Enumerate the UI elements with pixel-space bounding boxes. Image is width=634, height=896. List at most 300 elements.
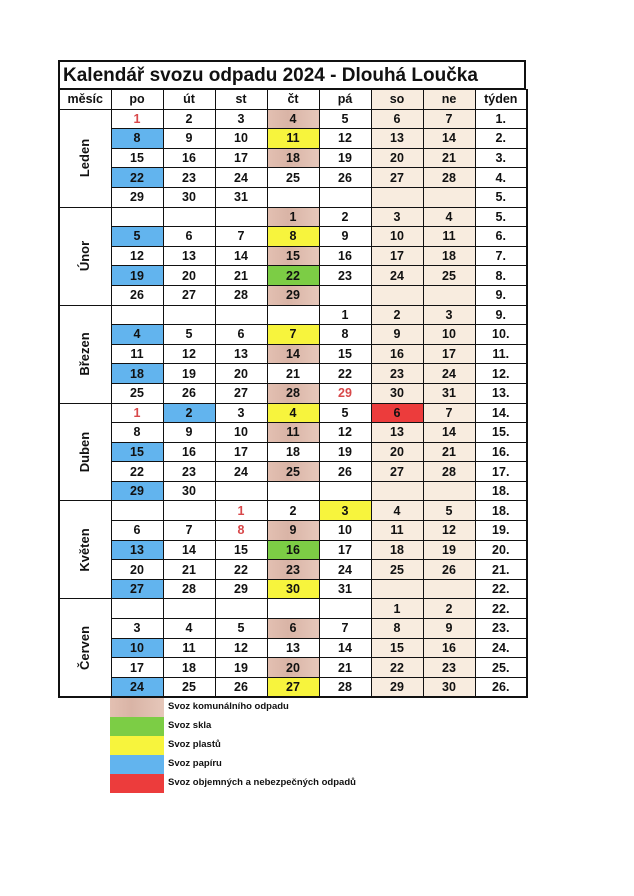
day-cell xyxy=(163,599,215,619)
day-cell: 19 xyxy=(319,148,371,168)
day-cell: 24 xyxy=(319,560,371,580)
day-cell xyxy=(215,207,267,227)
day-cell: 2 xyxy=(267,501,319,521)
day-cell: 1 xyxy=(215,501,267,521)
week-number: 10. xyxy=(475,325,527,345)
legend-label: Svoz komunálního odpadu xyxy=(168,701,289,712)
collection-calendar-table xyxy=(58,89,528,698)
day-cell xyxy=(267,305,319,325)
day-cell: 20 xyxy=(371,148,423,168)
day-cell: 15 xyxy=(267,246,319,266)
legend-swatch xyxy=(110,774,164,793)
day-cell xyxy=(371,285,423,305)
legend-swatch xyxy=(110,755,164,774)
day-cell: 22 xyxy=(371,658,423,678)
week-number: 6. xyxy=(475,227,527,247)
day-cell: 26 xyxy=(319,462,371,482)
table-row xyxy=(59,658,527,678)
week-number: 4. xyxy=(475,168,527,188)
header-day: so xyxy=(371,90,423,110)
header-day: ne xyxy=(423,90,475,110)
day-cell: 2 xyxy=(423,599,475,619)
table-row xyxy=(59,560,527,580)
day-cell: 4 xyxy=(111,325,163,345)
day-cell: 10 xyxy=(423,325,475,345)
header-day: st xyxy=(215,90,267,110)
day-cell: 22 xyxy=(111,168,163,188)
day-cell: 27 xyxy=(111,579,163,599)
day-cell: 30 xyxy=(423,677,475,697)
day-cell: 16 xyxy=(267,540,319,560)
day-cell: 23 xyxy=(371,364,423,384)
day-cell: 18 xyxy=(163,658,215,678)
day-cell: 30 xyxy=(371,383,423,403)
day-cell: 29 xyxy=(215,579,267,599)
day-cell xyxy=(423,579,475,599)
day-cell: 23 xyxy=(163,462,215,482)
day-cell: 10 xyxy=(215,423,267,443)
week-number: 18. xyxy=(475,501,527,521)
table-row xyxy=(59,442,527,462)
calendar-sheet xyxy=(58,60,526,698)
day-cell xyxy=(423,285,475,305)
day-cell: 7 xyxy=(423,403,475,423)
week-number: 7. xyxy=(475,246,527,266)
day-cell xyxy=(423,187,475,207)
week-number: 18. xyxy=(475,481,527,501)
legend-item xyxy=(110,736,410,755)
day-cell: 14 xyxy=(163,540,215,560)
day-cell: 28 xyxy=(423,168,475,188)
day-cell: 20 xyxy=(215,364,267,384)
month-label: Leden xyxy=(59,109,111,207)
day-cell: 3 xyxy=(215,109,267,129)
day-cell: 28 xyxy=(267,383,319,403)
day-cell xyxy=(423,481,475,501)
day-cell: 17 xyxy=(371,246,423,266)
day-cell: 30 xyxy=(267,579,319,599)
day-cell: 15 xyxy=(111,148,163,168)
day-cell: 5 xyxy=(111,227,163,247)
day-cell: 6 xyxy=(215,325,267,345)
day-cell: 12 xyxy=(215,638,267,658)
table-row xyxy=(59,579,527,599)
day-cell: 2 xyxy=(319,207,371,227)
day-cell: 5 xyxy=(423,501,475,521)
day-cell: 13 xyxy=(111,540,163,560)
table-row xyxy=(59,344,527,364)
day-cell: 24 xyxy=(423,364,475,384)
day-cell: 12 xyxy=(319,423,371,443)
day-cell: 28 xyxy=(163,579,215,599)
table-row xyxy=(59,207,527,227)
day-cell: 10 xyxy=(371,227,423,247)
day-cell: 5 xyxy=(163,325,215,345)
day-cell: 25 xyxy=(423,266,475,286)
day-cell: 17 xyxy=(423,344,475,364)
day-cell: 9 xyxy=(423,619,475,639)
day-cell: 10 xyxy=(319,521,371,541)
day-cell: 23 xyxy=(319,266,371,286)
day-cell: 4 xyxy=(163,619,215,639)
day-cell: 22 xyxy=(215,560,267,580)
day-cell xyxy=(111,599,163,619)
legend-label: Svoz papíru xyxy=(168,758,222,769)
week-number: 19. xyxy=(475,521,527,541)
day-cell: 27 xyxy=(371,462,423,482)
day-cell: 6 xyxy=(111,521,163,541)
day-cell: 5 xyxy=(319,403,371,423)
day-cell: 27 xyxy=(215,383,267,403)
day-cell: 29 xyxy=(111,187,163,207)
table-row xyxy=(59,129,527,149)
day-cell: 18 xyxy=(111,364,163,384)
day-cell: 16 xyxy=(163,442,215,462)
legend-label: Svoz skla xyxy=(168,720,212,731)
day-cell: 4 xyxy=(267,109,319,129)
day-cell: 14 xyxy=(215,246,267,266)
day-cell: 9 xyxy=(371,325,423,345)
legend-swatch xyxy=(110,698,164,717)
day-cell: 29 xyxy=(267,285,319,305)
table-row xyxy=(59,168,527,188)
day-cell: 8 xyxy=(215,521,267,541)
day-cell: 4 xyxy=(423,207,475,227)
day-cell: 20 xyxy=(371,442,423,462)
day-cell: 13 xyxy=(267,638,319,658)
day-cell: 26 xyxy=(163,383,215,403)
table-row xyxy=(59,383,527,403)
day-cell: 25 xyxy=(111,383,163,403)
month-label: Květen xyxy=(59,501,111,599)
day-cell: 30 xyxy=(163,481,215,501)
day-cell: 23 xyxy=(267,560,319,580)
day-cell: 28 xyxy=(319,677,371,697)
legend-swatch xyxy=(110,736,164,755)
table-row xyxy=(59,481,527,501)
day-cell xyxy=(163,207,215,227)
table-row xyxy=(59,285,527,305)
day-cell: 19 xyxy=(163,364,215,384)
day-cell: 12 xyxy=(163,344,215,364)
table-row xyxy=(59,540,527,560)
calendar-title: Kalendář svozu odpadu 2024 - Dlouhá Loučka xyxy=(58,60,526,89)
day-cell: 12 xyxy=(319,129,371,149)
table-row xyxy=(59,677,527,697)
day-cell: 24 xyxy=(371,266,423,286)
week-number: 22. xyxy=(475,579,527,599)
legend-item xyxy=(110,698,410,717)
week-number: 9. xyxy=(475,305,527,325)
day-cell: 18 xyxy=(267,148,319,168)
day-cell: 13 xyxy=(371,423,423,443)
day-cell xyxy=(111,501,163,521)
day-cell xyxy=(319,285,371,305)
day-cell: 20 xyxy=(111,560,163,580)
day-cell: 9 xyxy=(319,227,371,247)
day-cell: 22 xyxy=(267,266,319,286)
day-cell: 12 xyxy=(111,246,163,266)
day-cell xyxy=(319,599,371,619)
day-cell: 18 xyxy=(371,540,423,560)
day-cell: 27 xyxy=(371,168,423,188)
day-cell: 3 xyxy=(215,403,267,423)
day-cell: 29 xyxy=(111,481,163,501)
table-row xyxy=(59,148,527,168)
day-cell xyxy=(319,481,371,501)
legend-label: Svoz plastů xyxy=(168,739,221,750)
day-cell: 10 xyxy=(111,638,163,658)
day-cell: 23 xyxy=(423,658,475,678)
table-row xyxy=(59,109,527,129)
day-cell: 14 xyxy=(319,638,371,658)
month-label: Březen xyxy=(59,305,111,403)
day-cell: 21 xyxy=(423,442,475,462)
day-cell: 17 xyxy=(215,442,267,462)
table-row xyxy=(59,423,527,443)
day-cell: 7 xyxy=(423,109,475,129)
day-cell: 20 xyxy=(163,266,215,286)
week-number: 9. xyxy=(475,285,527,305)
day-cell: 6 xyxy=(267,619,319,639)
day-cell: 1 xyxy=(111,403,163,423)
week-number: 26. xyxy=(475,677,527,697)
day-cell xyxy=(111,305,163,325)
day-cell: 24 xyxy=(215,462,267,482)
day-cell xyxy=(371,187,423,207)
day-cell: 24 xyxy=(111,677,163,697)
legend-item xyxy=(110,717,410,736)
day-cell: 20 xyxy=(267,658,319,678)
week-number: 12. xyxy=(475,364,527,384)
day-cell: 19 xyxy=(423,540,475,560)
day-cell: 2 xyxy=(163,403,215,423)
table-row xyxy=(59,325,527,345)
legend-item xyxy=(110,774,410,793)
day-cell: 6 xyxy=(371,109,423,129)
table-row xyxy=(59,227,527,247)
day-cell: 14 xyxy=(423,423,475,443)
table-row xyxy=(59,462,527,482)
day-cell: 7 xyxy=(215,227,267,247)
legend-swatch xyxy=(110,717,164,736)
day-cell: 28 xyxy=(215,285,267,305)
day-cell: 18 xyxy=(267,442,319,462)
week-number: 16. xyxy=(475,442,527,462)
table-row xyxy=(59,521,527,541)
day-cell: 8 xyxy=(319,325,371,345)
week-number: 14. xyxy=(475,403,527,423)
day-cell: 14 xyxy=(267,344,319,364)
month-label: Duben xyxy=(59,403,111,501)
week-number: 15. xyxy=(475,423,527,443)
header-day: čt xyxy=(267,90,319,110)
day-cell: 26 xyxy=(215,677,267,697)
day-cell: 15 xyxy=(371,638,423,658)
day-cell: 13 xyxy=(163,246,215,266)
day-cell xyxy=(267,481,319,501)
header-day: po xyxy=(111,90,163,110)
day-cell: 11 xyxy=(267,423,319,443)
table-row xyxy=(59,246,527,266)
day-cell xyxy=(371,579,423,599)
day-cell: 4 xyxy=(371,501,423,521)
table-row xyxy=(59,305,527,325)
day-cell: 1 xyxy=(319,305,371,325)
day-cell: 31 xyxy=(319,579,371,599)
header-week: týden xyxy=(475,90,527,110)
week-number: 5. xyxy=(475,207,527,227)
day-cell: 4 xyxy=(267,403,319,423)
week-number: 8. xyxy=(475,266,527,286)
day-cell: 11 xyxy=(111,344,163,364)
day-cell: 16 xyxy=(371,344,423,364)
week-number: 23. xyxy=(475,619,527,639)
day-cell: 11 xyxy=(267,129,319,149)
day-cell: 25 xyxy=(163,677,215,697)
day-cell xyxy=(163,305,215,325)
day-cell: 8 xyxy=(371,619,423,639)
week-number: 17. xyxy=(475,462,527,482)
day-cell: 3 xyxy=(319,501,371,521)
day-cell: 22 xyxy=(111,462,163,482)
day-cell: 19 xyxy=(111,266,163,286)
day-cell: 3 xyxy=(371,207,423,227)
day-cell: 15 xyxy=(319,344,371,364)
day-cell: 9 xyxy=(267,521,319,541)
day-cell: 26 xyxy=(423,560,475,580)
day-cell: 26 xyxy=(319,168,371,188)
table-row xyxy=(59,599,527,619)
day-cell: 16 xyxy=(163,148,215,168)
day-cell: 29 xyxy=(319,383,371,403)
day-cell xyxy=(267,187,319,207)
day-cell: 17 xyxy=(215,148,267,168)
month-label: Červen xyxy=(59,599,111,697)
week-number: 22. xyxy=(475,599,527,619)
day-cell: 21 xyxy=(319,658,371,678)
day-cell: 23 xyxy=(163,168,215,188)
day-cell: 6 xyxy=(371,403,423,423)
table-row xyxy=(59,619,527,639)
week-number: 5. xyxy=(475,187,527,207)
day-cell: 7 xyxy=(267,325,319,345)
table-row xyxy=(59,266,527,286)
day-cell: 19 xyxy=(215,658,267,678)
day-cell xyxy=(215,599,267,619)
week-number: 21. xyxy=(475,560,527,580)
table-row xyxy=(59,638,527,658)
day-cell: 12 xyxy=(423,521,475,541)
day-cell: 21 xyxy=(163,560,215,580)
header-day: út xyxy=(163,90,215,110)
day-cell: 21 xyxy=(423,148,475,168)
day-cell: 10 xyxy=(215,129,267,149)
day-cell xyxy=(215,305,267,325)
day-cell: 16 xyxy=(423,638,475,658)
day-cell: 31 xyxy=(215,187,267,207)
table-row xyxy=(59,187,527,207)
day-cell: 3 xyxy=(111,619,163,639)
day-cell xyxy=(267,599,319,619)
day-cell: 13 xyxy=(371,129,423,149)
header-month: měsíc xyxy=(59,90,111,110)
day-cell: 1 xyxy=(267,207,319,227)
day-cell: 2 xyxy=(163,109,215,129)
week-number: 2. xyxy=(475,129,527,149)
day-cell: 5 xyxy=(319,109,371,129)
table-header-row xyxy=(59,90,527,110)
day-cell: 26 xyxy=(111,285,163,305)
day-cell xyxy=(319,187,371,207)
legend xyxy=(110,698,410,793)
day-cell: 13 xyxy=(215,344,267,364)
table-row xyxy=(59,501,527,521)
day-cell: 3 xyxy=(423,305,475,325)
day-cell: 14 xyxy=(423,129,475,149)
week-number: 11. xyxy=(475,344,527,364)
day-cell: 21 xyxy=(267,364,319,384)
day-cell: 8 xyxy=(111,129,163,149)
day-cell: 11 xyxy=(163,638,215,658)
day-cell: 2 xyxy=(371,305,423,325)
week-number: 24. xyxy=(475,638,527,658)
day-cell: 17 xyxy=(319,540,371,560)
day-cell xyxy=(215,481,267,501)
day-cell: 25 xyxy=(371,560,423,580)
day-cell: 15 xyxy=(111,442,163,462)
day-cell: 11 xyxy=(423,227,475,247)
day-cell xyxy=(163,501,215,521)
day-cell xyxy=(371,481,423,501)
day-cell: 25 xyxy=(267,168,319,188)
day-cell: 11 xyxy=(371,521,423,541)
day-cell: 27 xyxy=(163,285,215,305)
day-cell: 8 xyxy=(267,227,319,247)
day-cell: 9 xyxy=(163,129,215,149)
week-number: 13. xyxy=(475,383,527,403)
day-cell: 7 xyxy=(319,619,371,639)
legend-item xyxy=(110,755,410,774)
day-cell: 15 xyxy=(215,540,267,560)
day-cell: 31 xyxy=(423,383,475,403)
day-cell: 1 xyxy=(371,599,423,619)
day-cell: 27 xyxy=(267,677,319,697)
day-cell: 30 xyxy=(163,187,215,207)
calendar-body xyxy=(59,109,527,697)
day-cell: 22 xyxy=(319,364,371,384)
day-cell: 28 xyxy=(423,462,475,482)
legend-label: Svoz objemných a nebezpečných odpadů xyxy=(168,777,356,788)
day-cell: 17 xyxy=(111,658,163,678)
day-cell: 7 xyxy=(163,521,215,541)
day-cell: 21 xyxy=(215,266,267,286)
week-number: 20. xyxy=(475,540,527,560)
day-cell: 5 xyxy=(215,619,267,639)
day-cell: 18 xyxy=(423,246,475,266)
header-day: pá xyxy=(319,90,371,110)
day-cell: 25 xyxy=(267,462,319,482)
day-cell: 24 xyxy=(215,168,267,188)
day-cell: 6 xyxy=(163,227,215,247)
day-cell xyxy=(111,207,163,227)
month-label: Únor xyxy=(59,207,111,305)
day-cell: 19 xyxy=(319,442,371,462)
day-cell: 9 xyxy=(163,423,215,443)
table-row xyxy=(59,364,527,384)
day-cell: 1 xyxy=(111,109,163,129)
day-cell: 16 xyxy=(319,246,371,266)
